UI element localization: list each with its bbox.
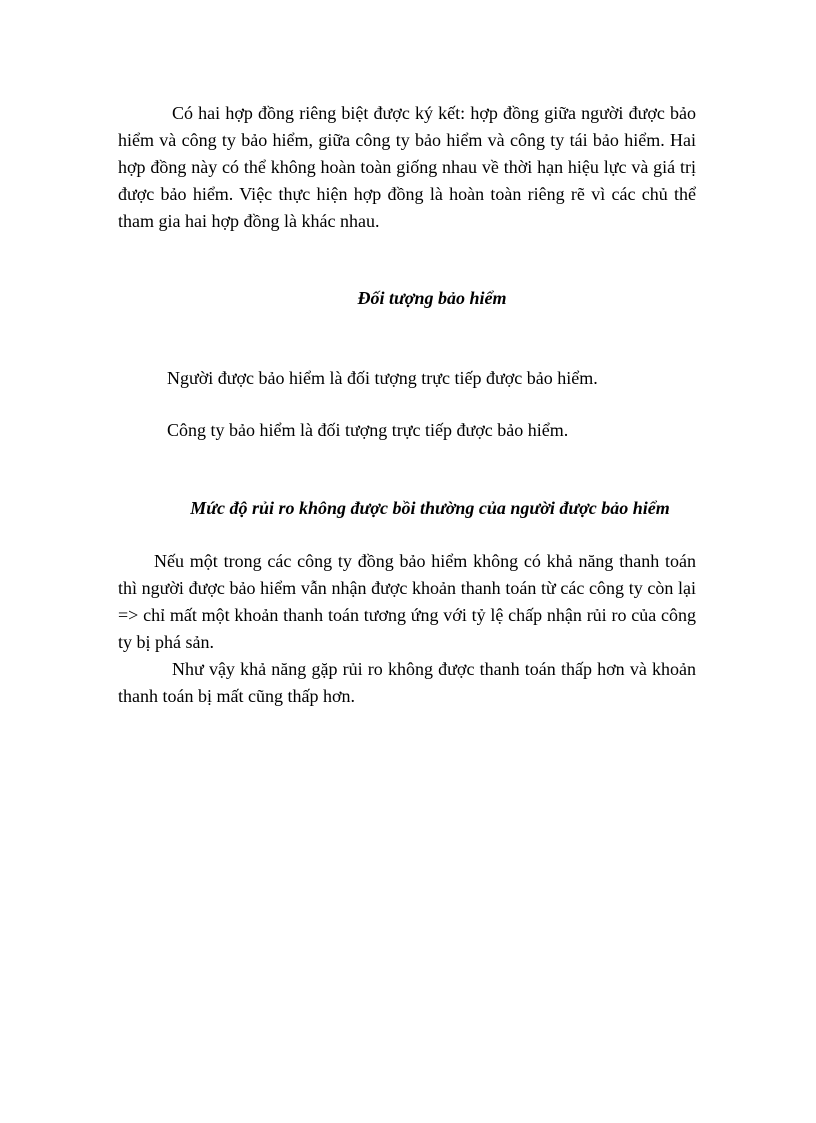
risk-paragraph: Nếu một trong các công ty đồng bảo hiểm không có khả năng thanh toán thì người được bảo hiểm vẫn nhận được khoản thanh toán từ các công ty còn lại => chỉ mất một khoản thanh toán tương ứng với tỷ lệ chấp nhận rủi ro của công ty bị phá sản. [118,551,696,652]
insurance-company-line: Công ty bảo hiểm là đối tượng trực tiếp được bảo hiểm. [167,420,569,440]
conclusion-paragraph: Như vậy khả năng gặp rủi ro không được thanh toán thấp hơn và khoản thanh toán bị mất cũng thấp hơn. [118,659,696,706]
insured-person-line: Người được bảo hiểm là đối tượng trực tiếp được bảo hiểm. [167,368,598,388]
section-heading-insured-object: Đối tượng bảo hiểm [357,288,507,308]
intro-paragraph: Có hai hợp đồng riêng biệt được ký kết: hợp đồng giữa người được bảo hiểm và công ty bảo hiểm, giữa công ty bảo hiểm và công ty tái bảo hiểm. Hai hợp đồng này có thể không hoàn toàn giống nhau về thời hạn hiệu lực và giá trị được bảo hiểm. Việc thực hiện hợp đồng là hoàn toàn riêng rẽ vì các chủ thể tham gia hai hợp đồng là khác nhau. [118,103,696,231]
section-heading-risk-level: Mức độ rủi ro không được bồi thường của người được bảo hiểm [190,498,670,518]
